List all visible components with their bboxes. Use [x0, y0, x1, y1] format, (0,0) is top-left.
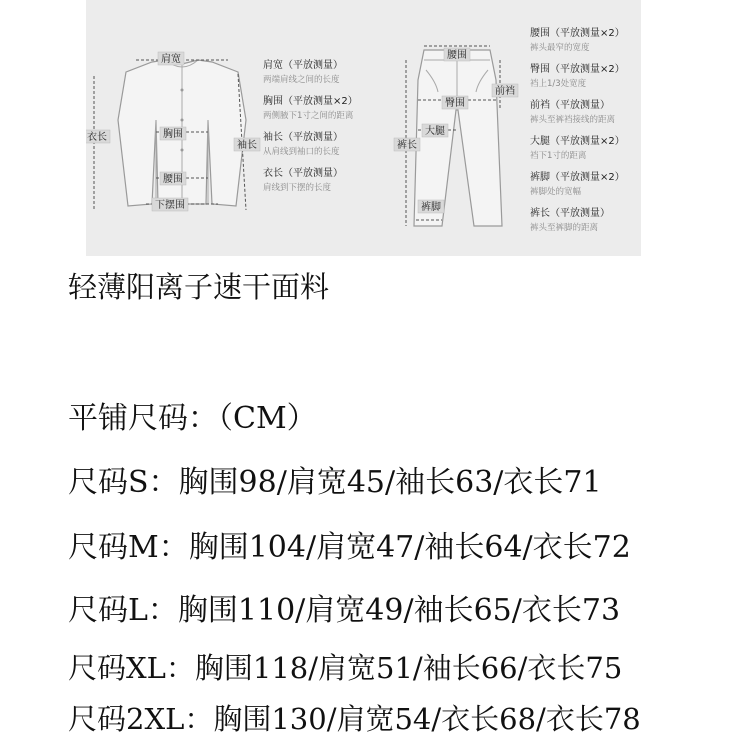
thigh-tag [422, 124, 448, 137]
svg-text:衣长（平放测量）: 衣长（平放测量） [263, 168, 343, 179]
svg-text:两端肩线之间的长度: 两端肩线之间的长度 [263, 75, 340, 85]
svg-text:下摆围: 下摆围 [155, 200, 185, 211]
size-row-l: 尺码L：胸围110/肩宽49/袖长65/衣长73 [68, 593, 621, 628]
svg-text:裆上1/3处宽度: 裆上1/3处宽度 [530, 79, 587, 89]
svg-text:前裆（平放测量）: 前裆（平放测量） [530, 100, 610, 111]
hip-tag [442, 96, 468, 109]
svg-text:袖长: 袖长 [237, 140, 257, 151]
pants-waist-tag [444, 48, 470, 61]
fabric-description: 轻薄阳离子速干面料 [68, 270, 330, 304]
svg-text:袖长（平放测量）: 袖长（平放测量） [263, 132, 343, 143]
svg-text:裤头至裤裆接线的距离: 裤头至裤裆接线的距离 [530, 115, 616, 125]
shoulder-tag [158, 52, 184, 65]
svg-text:腰围: 腰围 [447, 50, 467, 61]
size-row-xl: 尺码XL：胸围118/肩宽51/袖长66/衣长75 [68, 651, 623, 685]
front-rise-tag [492, 84, 518, 97]
svg-text:腰围（平放测量×2）: 腰围（平放测量×2） [530, 28, 625, 39]
size-row-s: 尺码S：胸围98/肩宽45/袖长63/衣长71 [68, 465, 602, 500]
svg-text:裤长: 裤长 [397, 140, 417, 151]
svg-text:裤头最窄的宽度: 裤头最窄的宽度 [530, 43, 590, 53]
pants-illustration [406, 46, 502, 226]
svg-text:肩线到下摆的长度: 肩线到下摆的长度 [263, 183, 332, 193]
svg-text:裤脚处的宽幅: 裤脚处的宽幅 [530, 187, 582, 197]
size-unit-heading: 平铺尺码：（CM） [68, 401, 317, 436]
svg-text:肩宽: 肩宽 [161, 54, 181, 65]
svg-text:大腿（平放测量×2）: 大腿（平放测量×2） [530, 136, 625, 147]
top-legend [263, 58, 358, 193]
pants-length-tag [394, 138, 420, 151]
leg-opening-tag [418, 200, 444, 213]
size-row-m: 尺码M：胸围104/肩宽47/袖长64/衣长72 [68, 530, 631, 565]
hem-tag [152, 198, 188, 211]
svg-text:两侧腋下1寸之间的距离: 两侧腋下1寸之间的距离 [263, 111, 354, 121]
svg-text:裤头至裤脚的距离: 裤头至裤脚的距离 [530, 223, 599, 233]
svg-text:大腿: 大腿 [425, 126, 445, 137]
size-diagram-panel [86, 0, 641, 256]
sleeve-tag [234, 138, 260, 151]
svg-text:胸围（平放测量×2）: 胸围（平放测量×2） [263, 96, 358, 107]
size-row-2xl: 尺码2XL：胸围130/肩宽54/衣长68/衣长78 [68, 702, 641, 736]
waist-tag [160, 172, 186, 185]
pants-legend [530, 26, 625, 233]
svg-text:裤脚（平放测量×2）: 裤脚（平放测量×2） [530, 172, 625, 183]
chest-tag [160, 127, 186, 140]
svg-text:臀围（平放测量×2）: 臀围（平放测量×2） [530, 64, 625, 75]
svg-text:裤脚: 裤脚 [421, 202, 441, 213]
svg-text:胸围: 胸围 [163, 129, 183, 140]
svg-text:裆下1寸的距离: 裆下1寸的距离 [530, 151, 587, 161]
shirt-length-tag [86, 130, 110, 143]
svg-text:臀围: 臀围 [445, 98, 465, 109]
svg-text:从肩线到袖口的长度: 从肩线到袖口的长度 [263, 147, 340, 157]
svg-text:前裆: 前裆 [495, 86, 515, 97]
svg-text:衣长: 衣长 [87, 132, 107, 143]
svg-text:腰围: 腰围 [163, 174, 183, 185]
svg-text:肩宽（平放测量）: 肩宽（平放测量） [263, 60, 343, 71]
measurement-diagram [86, 0, 641, 256]
svg-text:裤长（平放测量）: 裤长（平放测量） [530, 208, 610, 219]
